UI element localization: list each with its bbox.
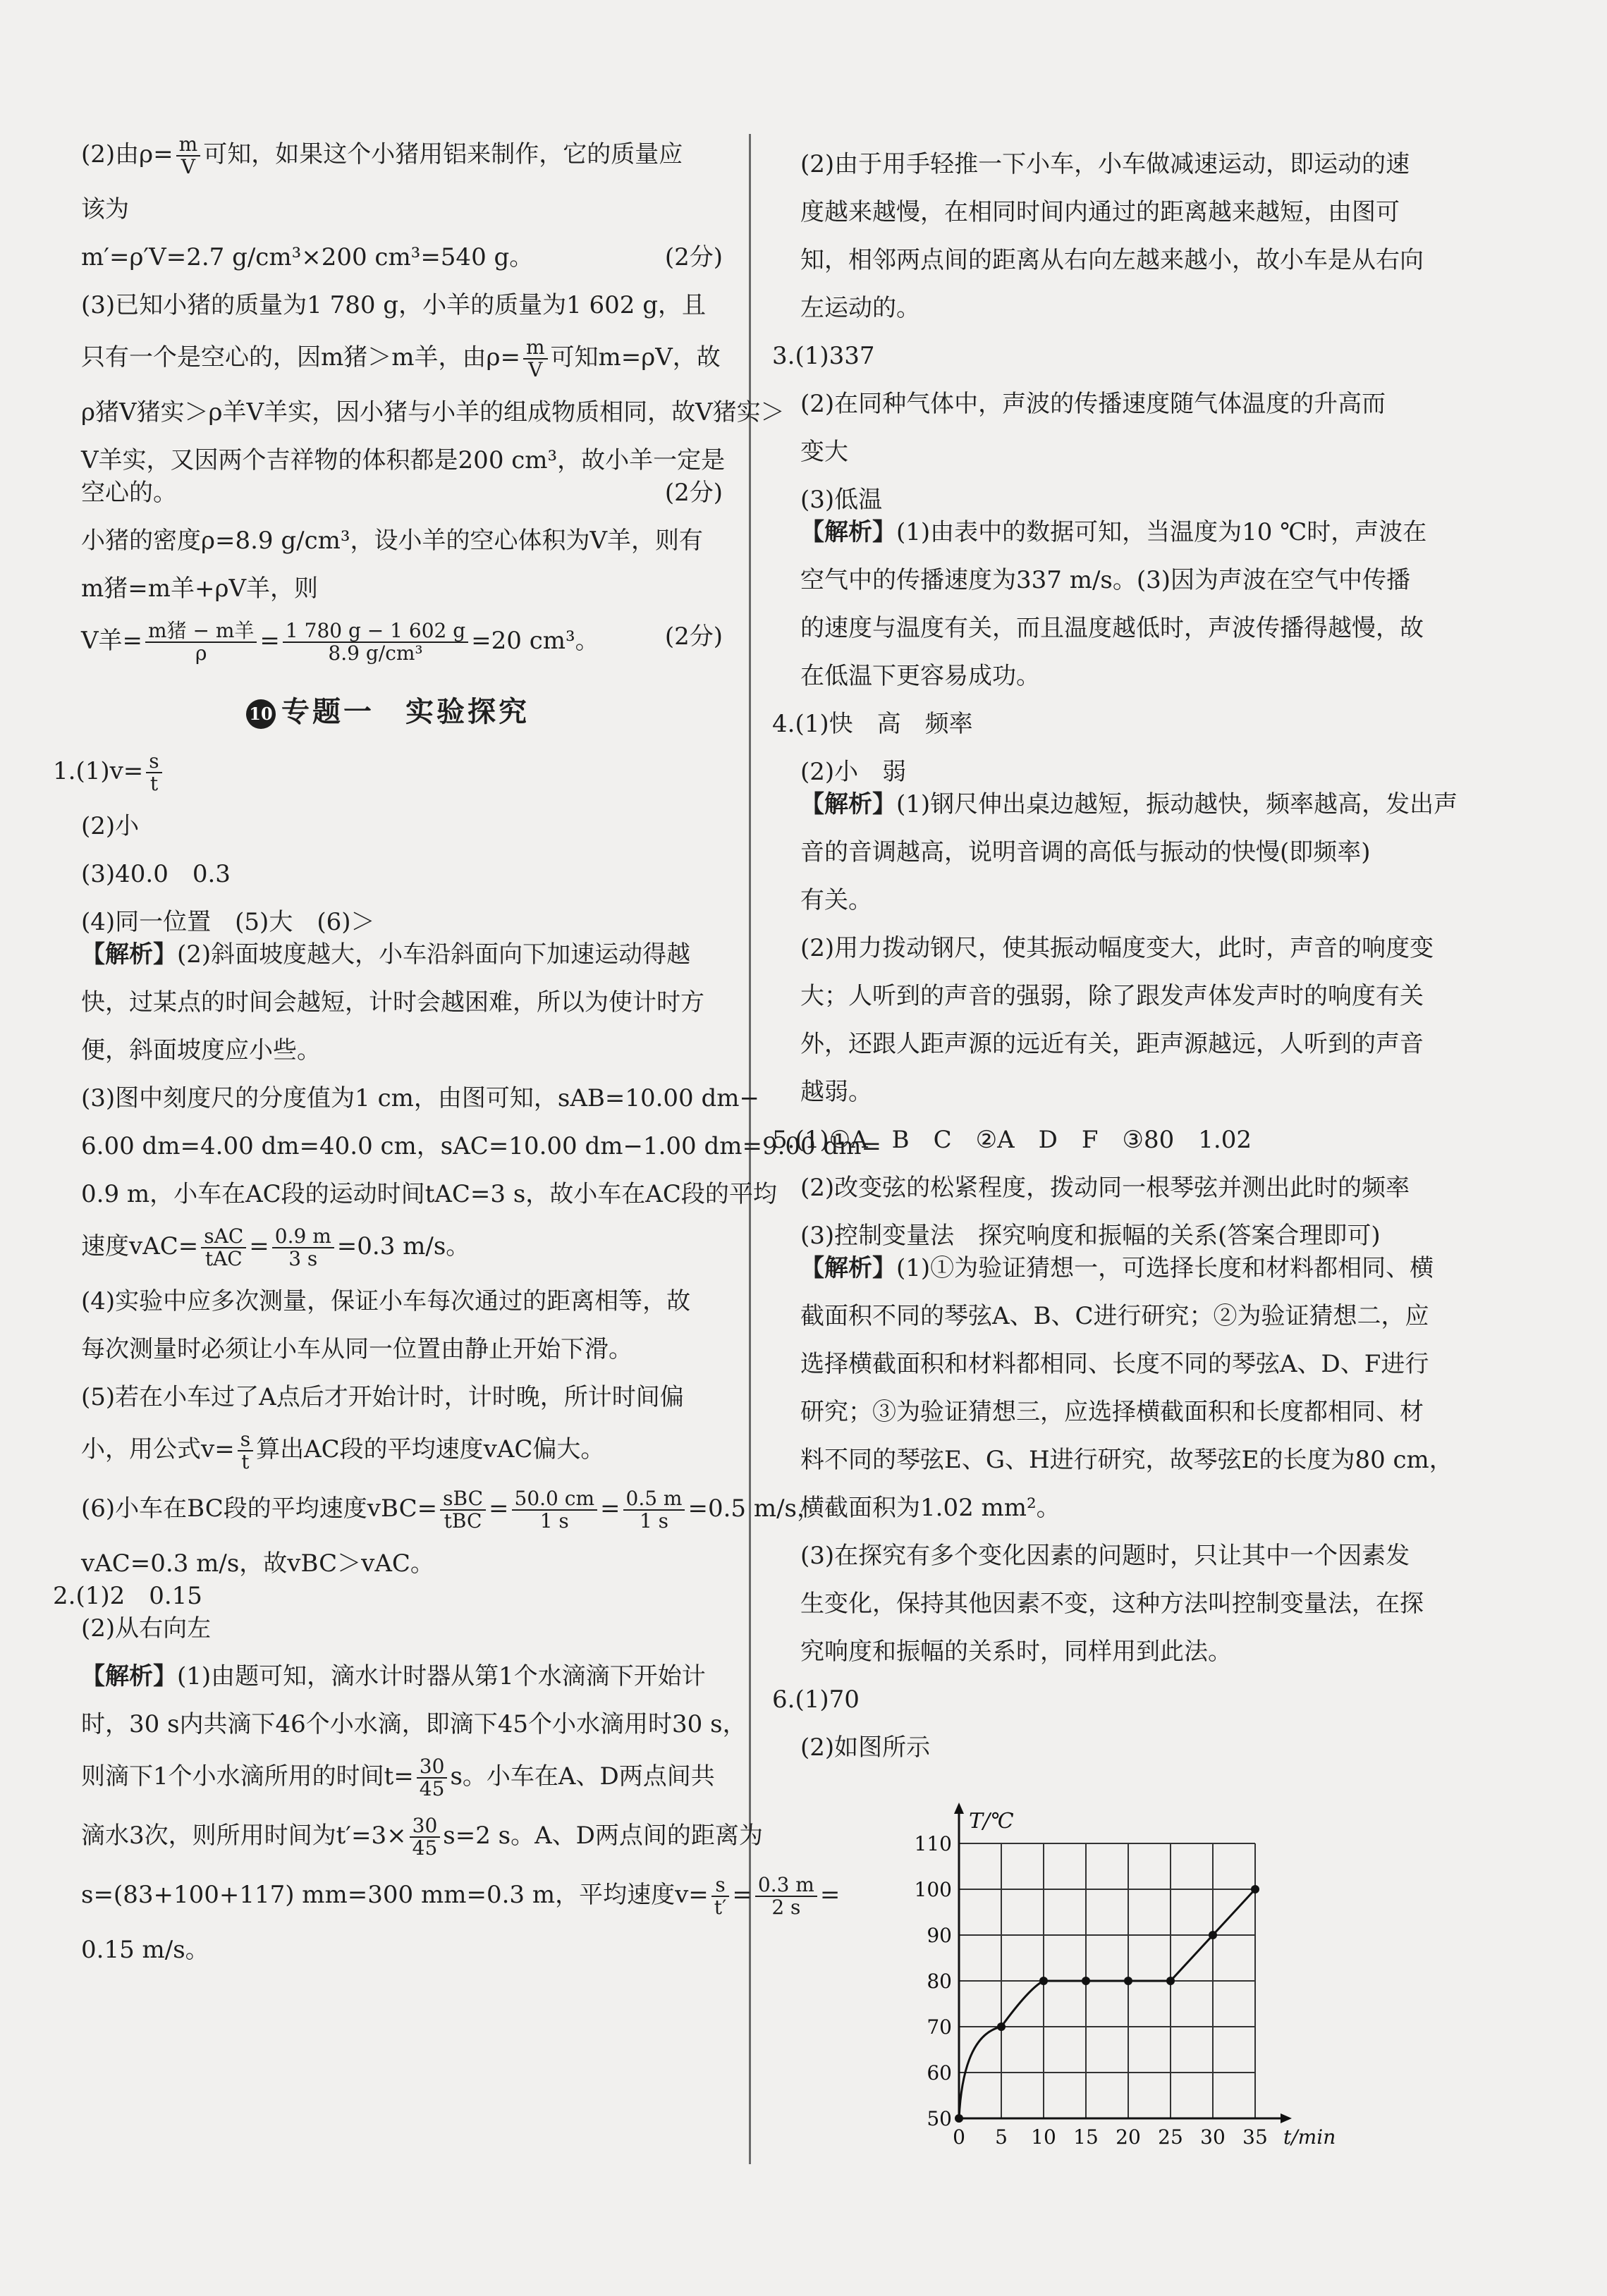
text-line: (3)40.0 0.3 [81, 860, 231, 888]
fraction: $\frac{1 780 g - 1 602 g}{\text{8.9 g/cm³}}$ [283, 620, 468, 664]
text-line: 究响度和振幅的关系时，同样用到此法。 [800, 1638, 1232, 1666]
text-line: 料不同的琴弦E、G、H进行研究，故琴弦E的长度为80 cm， [800, 1446, 1453, 1474]
text-line: V羊实，又因两个吉祥物的体积都是200 cm³，故小羊一定是 [81, 446, 726, 474]
text-line: (4)实验中应多次测量，保证小车每次通过的距离相等，故 [81, 1287, 691, 1315]
text-line: 5.(1)①A B C ②A D F ③80 1.02 [772, 1126, 1252, 1154]
fraction: $\frac{\text{sAC}}{\text{tAC}}$ [201, 1226, 246, 1270]
fraction: $\frac{0.3 m}{2 s}$ [755, 1874, 817, 1918]
text-line: V羊= $\frac{\text{m猪 − m羊}}{\rho}$ = $\frac{1 780 g - 1 602 g}{\text{8.9 g/cm³}}$ =20 cm³。 (2分) [81, 619, 723, 665]
score-mark: (2分) [664, 243, 723, 271]
data-point [1209, 1931, 1217, 1939]
y-tick-label: 110 [914, 1832, 952, 1855]
text-line: 外，还跟人距声源的远近有关，距声源越远，人听到的声音 [800, 1030, 1424, 1058]
x-tick-label: 20 [1116, 2125, 1141, 2149]
text-line: 【解析】(1)由题可知，滴水计时器从第1个水滴滴下开始计 [81, 1662, 706, 1690]
data-point [1251, 1885, 1259, 1893]
text-line: (2)由ρ= $\frac{m}{V}$ 可知，如果这个小猪用铝来制作，它的质量应 [81, 133, 683, 178]
text-line: (2)改变弦的松紧程度，拨动同一根琴弦并测出此时的频率 [800, 1174, 1410, 1202]
y-tick-label: 100 [914, 1878, 952, 1901]
text-line: 空心的。 (2分) [53, 477, 723, 509]
text-line: 6.00 dm=4.00 dm=40.0 cm，sAC=10.00 dm−1.00 dm=9.00 dm= [81, 1132, 881, 1160]
text-line: 越弱。 [800, 1078, 872, 1106]
score-mark: (2分) [664, 479, 723, 507]
text-line: (3)在探究有多个变化因素的问题时，只让其中一个因素发 [800, 1542, 1410, 1570]
data-point [1166, 1977, 1175, 1985]
x-tick-label: 25 [1158, 2125, 1183, 2149]
fraction: $\frac{s}{t'}$ [711, 1874, 730, 1918]
fraction: $\frac{m}{V}$ [523, 337, 548, 381]
text-line: 选择横截面积和材料都相同、长度不同的琴弦A、D、F进行 [800, 1350, 1429, 1378]
text-line: 该为 [81, 195, 129, 223]
text-line: 【解析】(1)钢尺伸出桌边越短，振动越快，频率越高，发出声 [800, 790, 1458, 818]
text-line: 空气中的传播速度为337 m/s。(3)因为声波在空气中传播 [800, 566, 1411, 594]
text-line: (2)小 弱 [800, 758, 907, 786]
fraction: $\frac{s}{t}$ [146, 751, 161, 794]
y-tick-label: 90 [927, 1924, 952, 1947]
text-line: 横截面积为1.02 mm²。 [800, 1494, 1061, 1522]
fraction: $\frac{0.5 m}{1 s}$ [623, 1488, 685, 1532]
y-tick-label: 80 [927, 1970, 952, 1993]
text-line: m猪=m羊+ρV羊，则 [81, 575, 318, 603]
y-tick-label: 70 [927, 2015, 952, 2039]
text-line: (3)低温 [800, 486, 883, 514]
text-line: ρ猪V猪实＞ρ羊V羊实，因小猪与小羊的组成物质相同，故V猪实＞ [81, 398, 785, 426]
x-axis-arrow [1281, 2113, 1292, 2123]
temperature-time-chart [888, 1805, 1336, 2160]
text-line: 生变化，保持其他因素不变，这种方法叫控制变量法，在探 [800, 1590, 1424, 1618]
text-line: (3)图中刻度尺的分度值为1 cm，由图可知，sAB=10.00 dm− [81, 1084, 759, 1112]
text-line: 时，30 s内共滴下46个小水滴，即滴下45个小水滴用时30 s， [81, 1710, 747, 1738]
text-line: 【解析】(2)斜面坡度越大，小车沿斜面向下加速运动得越 [81, 940, 691, 969]
text-line: 0.9 m，小车在AC段的运动时间tAC=3 s，故小车在AC段的平均 [81, 1180, 777, 1208]
fraction: $\frac{30}{45}$ [410, 1815, 441, 1859]
text-line: 每次测量时必须让小车从同一位置由静止开始下滑。 [81, 1335, 633, 1363]
text-line: (5)若在小车过了A点后才开始计时，计时晚，所计时间偏 [81, 1383, 684, 1411]
fraction: $\frac{30}{45}$ [417, 1756, 448, 1800]
right-column [772, 148, 1458, 1764]
text-line: 6.(1)70 [772, 1686, 860, 1714]
y-axis-label: T/℃ [969, 1809, 1014, 1834]
x-tick-label: 5 [995, 2125, 1008, 2149]
text-line: (6)小车在BC段的平均速度vBC= $\frac{\text{sBC}}{\text{tBC}}$ = $\frac{50.0 cm}{1 s}$ = $\frac{0.5 m}{1 s}$ =0.5 m/s， [81, 1487, 821, 1533]
text-line: 知，相邻两点间的距离从右向左越来越小，故小车是从右向 [800, 246, 1424, 274]
text-line: 小猪的密度ρ=8.9 g/cm³，设小羊的空心体积为V羊，则有 [81, 527, 704, 555]
fraction: $\frac{0.9 m}{3 s}$ [272, 1226, 334, 1270]
x-tick-label: 10 [1031, 2125, 1056, 2149]
text-line: 的速度与温度有关，而且温度越低时，声波传播得越慢，故 [800, 614, 1424, 642]
text-line: 小，用公式v= $\frac{s}{t}$ 算出AC段的平均速度vAC偏大。 [81, 1428, 605, 1473]
text-line: vAC=0.3 m/s，故vBC＞vAC。 [81, 1549, 434, 1578]
text-line: 音的音调越高，说明音调的高低与振动的快慢(即频率) [800, 838, 1371, 866]
data-point [997, 2022, 1006, 2031]
section-number-badge: 10 [246, 699, 276, 729]
fraction: $\frac{s}{t}$ [238, 1429, 253, 1473]
fraction: $\frac{\text{sBC}}{\text{tBC}}$ [440, 1488, 486, 1532]
x-axis-label: t/min [1283, 2125, 1336, 2149]
x-tick-label: 35 [1242, 2125, 1268, 2149]
x-tick-label: 30 [1200, 2125, 1226, 2149]
text-line: 只有一个是空心的，因m猪＞m羊，由ρ= $\frac{m}{V}$ 可知m=ρV，故 [81, 336, 721, 381]
text-line: (2)用力拨动钢尺，使其振动幅度变大，此时，声音的响度变 [800, 934, 1434, 962]
score-mark: (2分) [664, 622, 723, 651]
text-line: 左运动的。 [800, 294, 920, 322]
fraction: $\frac{m}{V}$ [176, 134, 201, 178]
y-tick-label: 50 [927, 2107, 952, 2130]
data-point [1082, 1977, 1090, 1985]
text-line: 变大 [800, 438, 848, 466]
temperature-curve [959, 1889, 1255, 2118]
text-line: 3.(1)337 [772, 342, 875, 370]
text-line: 4.(1)快 高 频率 [772, 710, 973, 738]
text-line: (2)如图所示 [800, 1733, 931, 1762]
x-tick-label: 0 [953, 2125, 965, 2149]
text-line: (2)在同种气体中，声波的传播速度随气体温度的升高而 [800, 390, 1386, 418]
text-line: (3)已知小猪的质量为1 780 g，小羊的质量为1 602 g，且 [81, 291, 706, 319]
chart-canvas [888, 1805, 1336, 2157]
y-axis-arrow [954, 1803, 964, 1814]
text-line: m′=ρ′V=2.7 g/cm³×200 cm³=540 g。 (2分) [53, 241, 723, 274]
fraction: $\frac{\text{m猪 − m羊}}{\rho}$ [145, 620, 257, 664]
text-line: (2)从右向左 [81, 1614, 212, 1643]
text-line: (4)同一位置 (5)大 (6)＞ [81, 908, 375, 936]
data-point [955, 2114, 963, 2123]
fraction: $\frac{50.0 cm}{1 s}$ [512, 1488, 597, 1532]
text-line: 截面积不同的琴弦A、B、C进行研究；②为验证猜想二，应 [800, 1302, 1429, 1330]
text-line: 在低温下更容易成功。 [800, 662, 1040, 690]
text-line: 1.(1)v= $\frac{s}{t}$ [53, 751, 723, 794]
text-line: 研究；③为验证猜想三，应选择横截面积和长度都相同、材 [800, 1398, 1424, 1426]
text-line: 度越来越慢，在相同时间内通过的距离越来越短，由图可 [800, 198, 1400, 226]
text-line: (3)控制变量法 探究响度和振幅的关系(答案合理即可) [800, 1222, 1381, 1250]
section-title: 10 专题一 实验探究 [53, 689, 723, 730]
text-line: 则滴下1个小水滴所用的时间t= $\frac{30}{45}$ s。小车在A、D两点间共 [81, 1755, 715, 1800]
text-line: (2)由于用手轻推一下小车，小车做减速运动，即运动的速 [800, 150, 1410, 178]
y-tick-label: 60 [927, 2061, 952, 2085]
text-line: 2.(1)2 0.15 [53, 1582, 202, 1610]
text-line: 大；人听到的声音的强弱，除了跟发声体发声时的响度有关 [800, 982, 1424, 1010]
text-line: (2)小 [81, 812, 140, 840]
text-line: 0.15 m/s。 [81, 1936, 209, 1964]
text-line: 便，斜面坡度应小些。 [81, 1036, 321, 1064]
data-point [1124, 1977, 1132, 1985]
text-line: 速度vAC= $\frac{\text{sAC}}{\text{tAC}}$ = $\frac{0.9 m}{3 s}$ =0.3 m/s。 [81, 1224, 470, 1270]
text-line: s=(83+100+117) mm=300 mm=0.3 m，平均速度v= $\frac{s}{t'}$ = $\frac{0.3 m}{2 s}$ = [81, 1873, 841, 1919]
text-line: 【解析】(1)①为验证猜想一，可选择长度和材料都相同、横 [800, 1254, 1434, 1282]
text-line: 【解析】(1)由表中的数据可知，当温度为10 ℃时，声波在 [800, 518, 1427, 546]
data-point [1039, 1977, 1048, 1985]
text-line: 有关。 [800, 886, 872, 914]
text-line: 滴水3次，则所用时间为t′=3× $\frac{30}{45}$ s=2 s。A、D两点间的距离为 [81, 1814, 763, 1860]
x-tick-label: 15 [1073, 2125, 1099, 2149]
text-line: 快，过某点的时间会越短，计时会越困难，所以为使计时方 [81, 988, 704, 1017]
